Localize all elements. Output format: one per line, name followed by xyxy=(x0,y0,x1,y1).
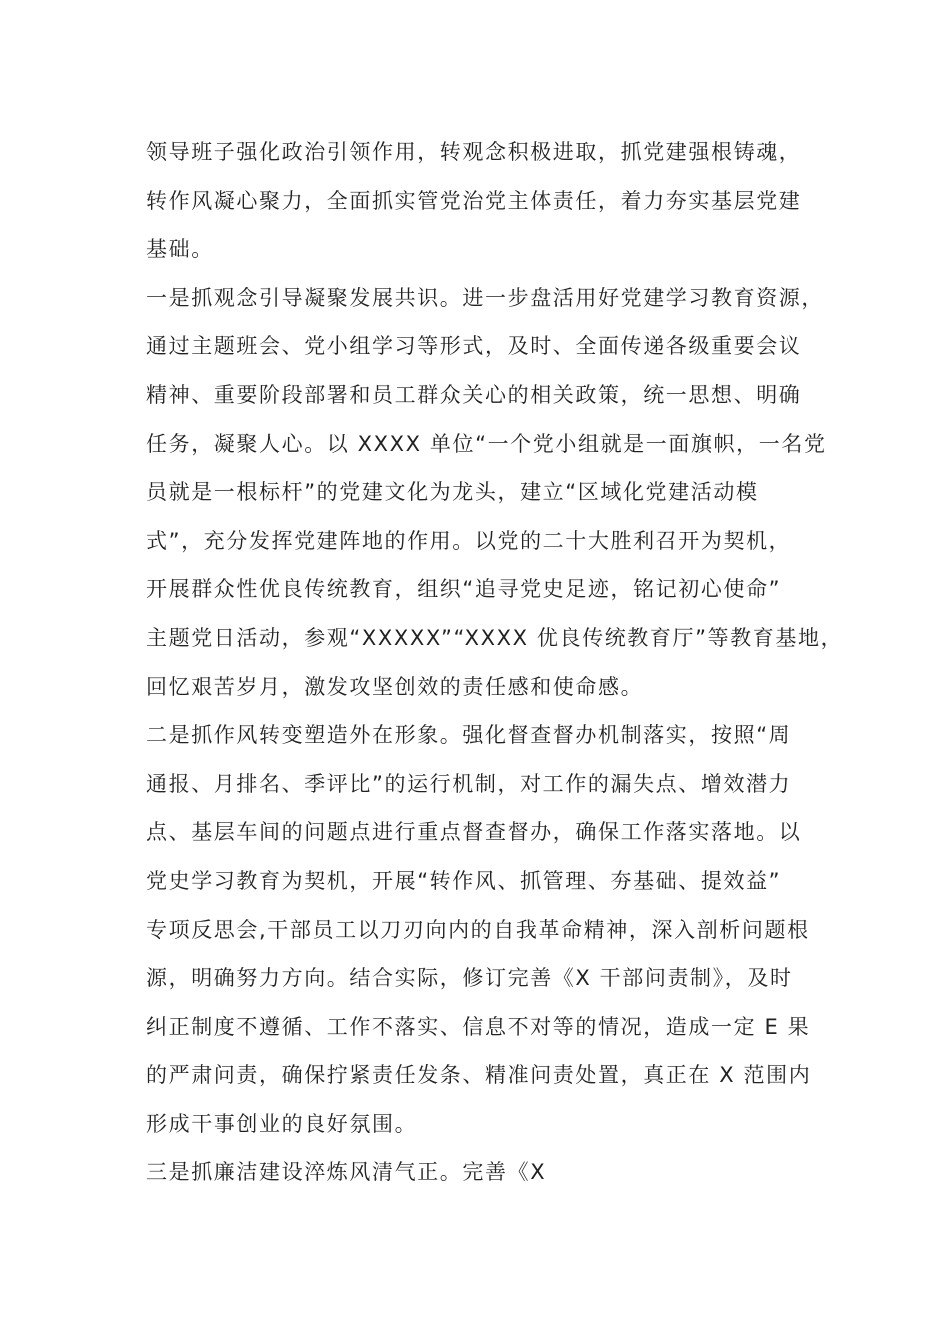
text-line: 转作风凝心聚力，全面抓实管党治党主体责任，着力夯实基层党建 xyxy=(146,188,802,213)
text-line: 员就是一根标杆”的党建文化为龙头，建立“区域化党建活动模 xyxy=(146,480,759,505)
text-line: 领导班子强化政治引领作用，转观念积极进取，抓党建强根铸魂， xyxy=(146,140,802,164)
text-line: 任务，凝聚人心。以 XXXX 单位“一个党小组就是一面旗帜，一名党 xyxy=(146,431,827,456)
text-line: 二是抓作风转变塑造外在形象。强化督查督办机制落实，按照“周 xyxy=(146,723,792,748)
text-line: 主题党日活动，参观“XXXXX”“XXXX 优良传统教育厅”等教育基地， xyxy=(146,625,844,650)
text-line: 点、基层车间的问题点进行重点督查督办，确保工作落实落地。以 xyxy=(146,820,802,845)
text-line: 式”，充分发挥党建阵地的作用。以党的二十大胜利召开为契机， xyxy=(146,528,792,553)
text-line: 三是抓廉洁建设淬炼风清气正。完善《X xyxy=(146,1160,547,1185)
text-line: 纠正制度不遵循、工作不落实、信息不对等的情况，造成一定 E 果 xyxy=(146,1014,811,1039)
text-line: 通报、月排名、季评比”的运行机制，对工作的漏失点、增效潜力 xyxy=(146,771,792,796)
text-line: 回忆艰苦岁月，激发攻坚创效的责任感和使命感。 xyxy=(146,674,644,699)
text-line: 源，明确努力方向。结合实际，修订完善《X 干部问责制》，及时 xyxy=(146,966,793,991)
text-line: 基础。 xyxy=(146,237,214,262)
text-line: 的严肃问责，确保拧紧责任发条、精准问责处置，真正在 X 范围内 xyxy=(146,1063,812,1088)
document-body xyxy=(146,128,844,1197)
text-line: 党史学习教育为契机，开展“转作风、抓管理、夯基础、提效益” xyxy=(146,868,782,893)
text-line: 通过主题班会、党小组学习等形式，及时、全面传递各级重要会议 xyxy=(146,334,802,359)
text-line: 一是抓观念引导凝聚发展共识。进一步盘活用好党建学习教育资源， xyxy=(146,285,824,310)
text-line: 形成干事创业的良好氛围。 xyxy=(146,1111,418,1136)
text-line: 专项反思会,干部员工以刀刃向内的自我革命精神，深入剖析问题根 xyxy=(146,917,810,942)
text-line: 开展群众性优良传统教育，组织“追寻党史足迹，铭记初心使命” xyxy=(146,577,782,602)
text-line: 精神、重要阶段部署和员工群众关心的相关政策，统一思想、明确 xyxy=(146,382,802,407)
